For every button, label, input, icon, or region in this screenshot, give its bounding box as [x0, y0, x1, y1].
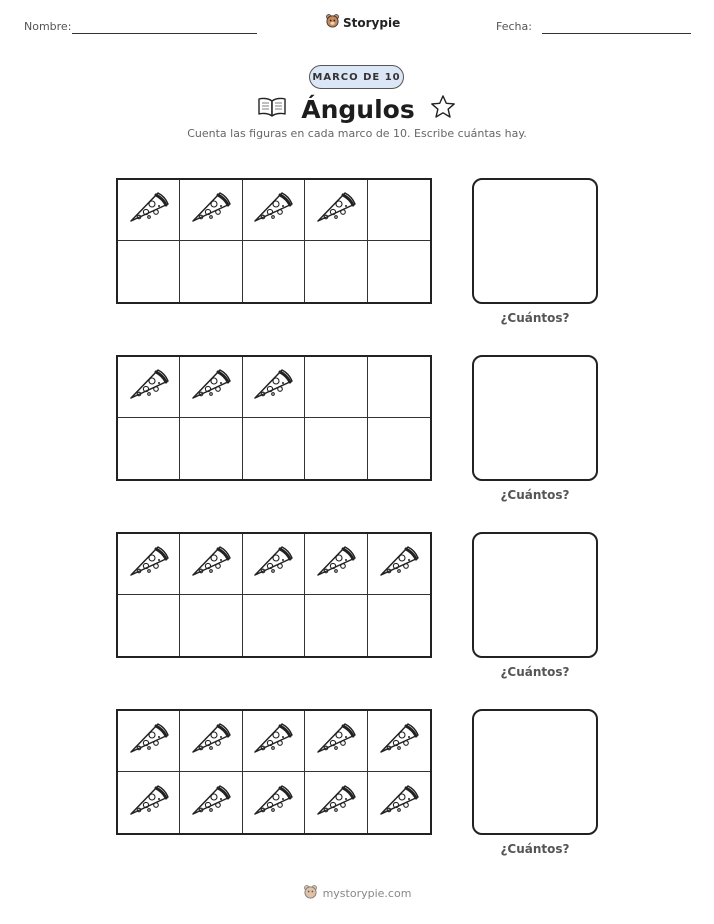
- pizza-slice-icon: [127, 190, 171, 230]
- pizza-slice-icon: [377, 544, 421, 584]
- ten-frame-cell: [180, 357, 242, 418]
- pizza-slice-icon: [314, 190, 358, 230]
- ten-frame: [116, 178, 432, 304]
- ten-frame-cell: [305, 595, 367, 656]
- ten-frame-cell: [243, 357, 305, 418]
- date-label: Fecha:: [496, 20, 532, 33]
- name-label: Nombre:: [24, 20, 72, 33]
- ten-frame-cell: [243, 772, 305, 833]
- ten-frame-cell: [118, 241, 180, 302]
- page-title: Ángulos: [301, 94, 415, 124]
- answer-label: ¿Cuántos?: [500, 842, 570, 856]
- bear-mascot-icon: [303, 884, 318, 902]
- pizza-slice-icon: [189, 367, 233, 407]
- ten-frame-cell: [180, 241, 242, 302]
- pizza-slice-icon: [377, 721, 421, 761]
- ten-frame-cell: [368, 711, 430, 772]
- pizza-slice-icon: [189, 721, 233, 761]
- ten-frame-cell: [118, 711, 180, 772]
- ten-frame-cell: [305, 418, 367, 479]
- ten-frame-cell: [118, 595, 180, 656]
- ten-frame-cell: [180, 534, 242, 595]
- pizza-slice-icon: [127, 783, 171, 823]
- pizza-slice-icon: [127, 544, 171, 584]
- pizza-slice-icon: [189, 190, 233, 230]
- ten-frame-cell: [243, 595, 305, 656]
- pizza-slice-icon: [127, 367, 171, 407]
- pizza-slice-icon: [314, 783, 358, 823]
- worksheet-type-badge: MARCO DE 10: [309, 65, 404, 89]
- ten-frame-cell: [243, 418, 305, 479]
- pizza-slice-icon: [251, 544, 295, 584]
- pizza-slice-icon: [189, 544, 233, 584]
- ten-frame-cell: [180, 711, 242, 772]
- ten-frame-cell: [243, 180, 305, 241]
- answer-box[interactable]: [472, 709, 598, 835]
- title-row: [0, 90, 714, 128]
- frame-block-3: [0, 532, 714, 692]
- ten-frame-cell: [305, 357, 367, 418]
- ten-frame-cell: [243, 534, 305, 595]
- ten-frame-cell: [305, 241, 367, 302]
- pizza-slice-icon: [251, 721, 295, 761]
- ten-frame-cell: [368, 772, 430, 833]
- ten-frame-cell: [305, 711, 367, 772]
- pizza-slice-icon: [251, 190, 295, 230]
- ten-frame-cell: [118, 357, 180, 418]
- answer-label: ¿Cuántos?: [500, 488, 570, 502]
- pizza-slice-icon: [189, 783, 233, 823]
- ten-frame-cell: [368, 241, 430, 302]
- answer-box[interactable]: [472, 355, 598, 481]
- ten-frame-cell: [118, 180, 180, 241]
- ten-frame-cell: [368, 357, 430, 418]
- open-book-icon: [257, 96, 287, 122]
- ten-frame: [116, 532, 432, 658]
- footer-url[interactable]: mystorypie.com: [322, 886, 412, 900]
- answer-label: ¿Cuántos?: [500, 311, 570, 325]
- date-line[interactable]: [542, 33, 691, 34]
- bear-mascot-icon: [325, 13, 340, 32]
- instructions: Cuenta las figuras en cada marco de 10. Escribe cuántas hay.: [187, 127, 527, 140]
- storypie-logo: [325, 13, 400, 32]
- pizza-slice-icon: [127, 721, 171, 761]
- footer: [0, 884, 714, 902]
- pizza-slice-icon: [314, 721, 358, 761]
- ten-frame-cell: [243, 241, 305, 302]
- ten-frame-cell: [368, 534, 430, 595]
- ten-frame-cell: [180, 772, 242, 833]
- ten-frame-cell: [118, 534, 180, 595]
- ten-frame-cell: [180, 418, 242, 479]
- logo-text: Storypie: [343, 15, 401, 30]
- pizza-slice-icon: [251, 783, 295, 823]
- ten-frame-cell: [180, 595, 242, 656]
- ten-frame-cell: [368, 180, 430, 241]
- answer-box[interactable]: [472, 178, 598, 304]
- frame-block-2: [0, 355, 714, 515]
- name-line[interactable]: [72, 33, 257, 34]
- pizza-slice-icon: [251, 367, 295, 407]
- frame-block-1: [0, 178, 714, 338]
- ten-frame-cell: [305, 180, 367, 241]
- frame-block-4: [0, 709, 714, 869]
- ten-frame-cell: [243, 711, 305, 772]
- ten-frame-cell: [118, 772, 180, 833]
- ten-frame: [116, 355, 432, 481]
- pizza-slice-icon: [377, 783, 421, 823]
- ten-frame: [116, 709, 432, 835]
- pizza-slice-icon: [314, 544, 358, 584]
- ten-frame-cell: [305, 772, 367, 833]
- star-outline-icon: [429, 93, 457, 125]
- ten-frame-cell: [368, 595, 430, 656]
- answer-box[interactable]: [472, 532, 598, 658]
- ten-frame-cell: [118, 418, 180, 479]
- ten-frame-cell: [305, 534, 367, 595]
- answer-label: ¿Cuántos?: [500, 665, 570, 679]
- ten-frame-cell: [368, 418, 430, 479]
- ten-frame-cell: [180, 180, 242, 241]
